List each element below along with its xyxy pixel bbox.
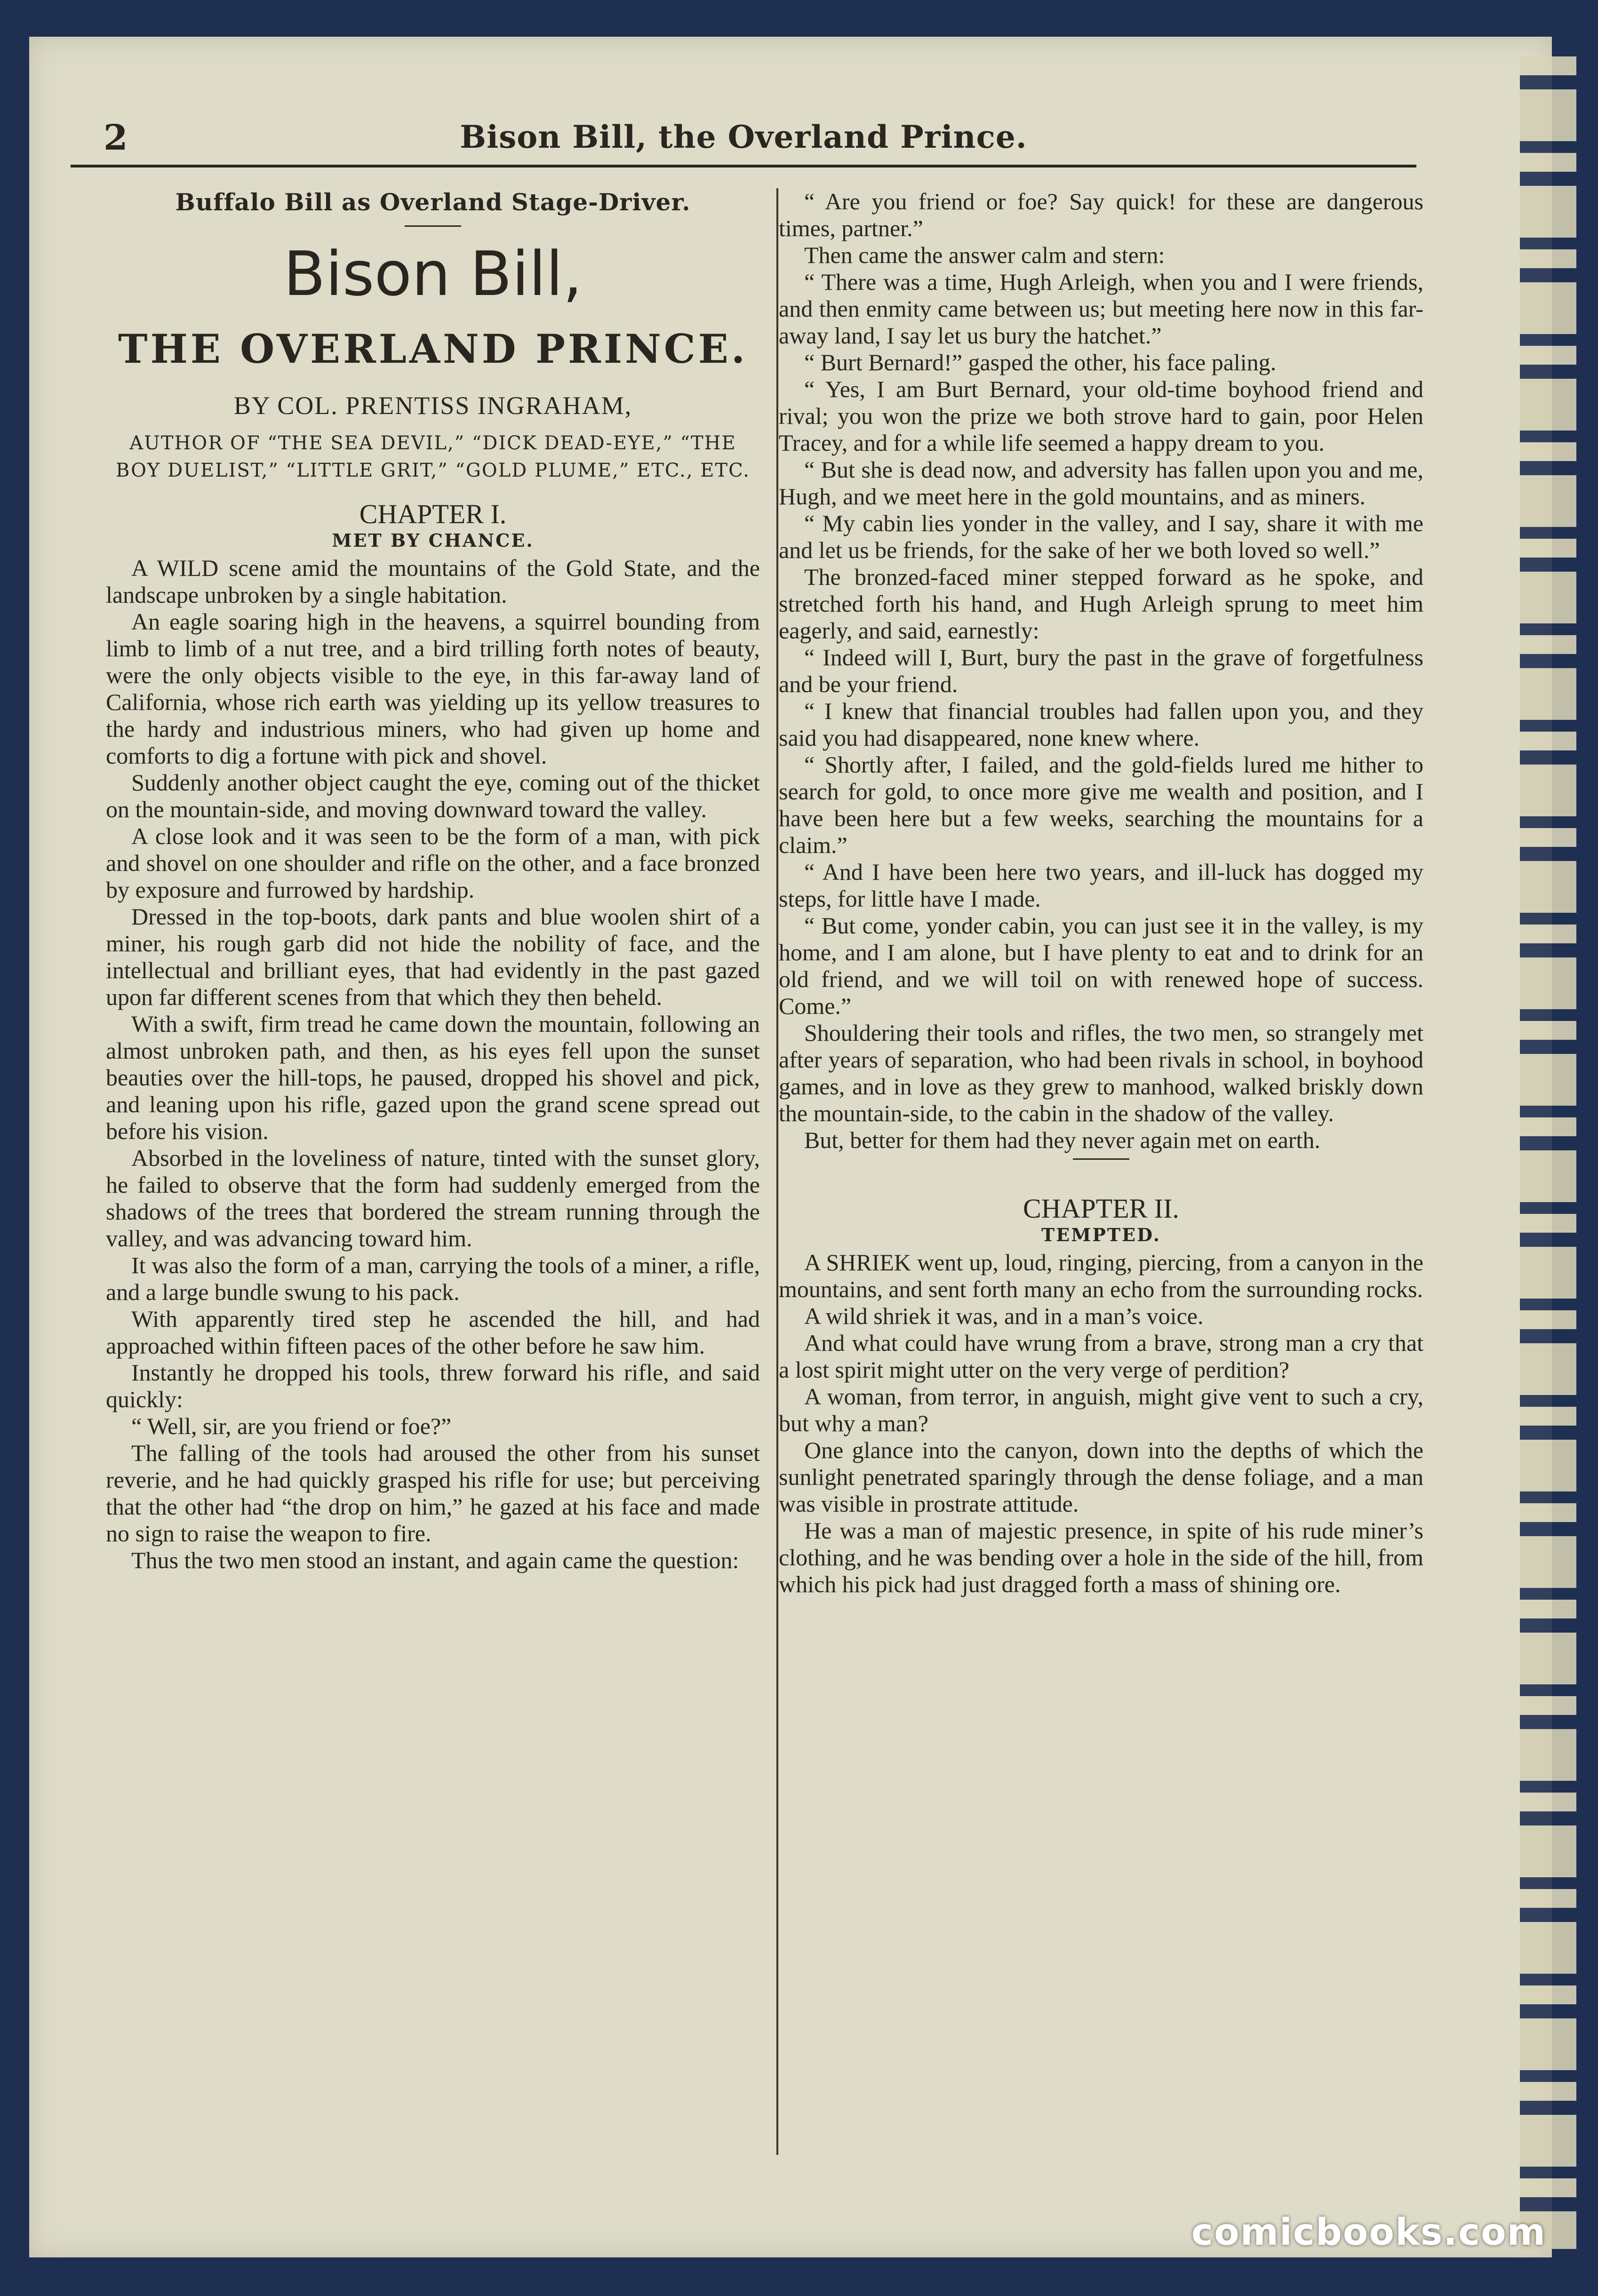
paragraph: A SHRIEK went up, loud, ringing, piercing, from a canyon in the mountains, and sent forth many an echo from the surrounding rocks. (779, 1249, 1423, 1302)
paragraph: “ My cabin lies yonder in the valley, and I say, share it with me and let us be friends, for the sake of her we both loved so well.” (779, 510, 1423, 563)
paragraph: “ Indeed will I, Burt, bury the past in the grave of forgetfulness and be your friend. (779, 644, 1423, 697)
right-column (779, 188, 1423, 1598)
paragraph: A woman, from terror, in anguish, might give vent to such a cry, but why a man? (779, 1383, 1423, 1436)
short-rule (1073, 1158, 1129, 1160)
story-title: Bison Bill, (283, 238, 583, 310)
paragraph: “ There was a time, Hugh Arleigh, when you and I were friends, and then enmity came between us; but meeting here now in this far-away land, I say let us bury the hatchet.” (779, 269, 1423, 349)
paragraph: Thus the two men stood an instant, and again came the question: (131, 1547, 739, 1573)
chapter-heading: CHAPTER II. (1023, 1193, 1179, 1224)
paragraph: Shouldering their tools and rifles, the two men, so strangely met after years of separation, who had been rivals in school, in boyhood games, and in love as they grew to manhood, walked briskly down the mountain-side, to the cabin in the shadow of the valley. (779, 1020, 1423, 1126)
paragraph: A close look and it was seen to be the form of a man, with pick and shovel on one shoulder and rifle on the other, and a face bronzed by exposure and furrowed by hardship. (106, 823, 760, 903)
paragraph: “ Burt Bernard!” gasped the other, his face paling. (804, 349, 1277, 375)
paragraph: “ Shortly after, I failed, and the gold-fields lured me hither to search for gold, to once more give me wealth and position, and I have been here but a few weeks, searching the mountains for a claim.” (779, 751, 1423, 858)
paragraph: “ Well, sir, are you friend or foe?” (131, 1413, 452, 1439)
running-head (71, 108, 1416, 167)
left-column (106, 188, 760, 1574)
short-rule (405, 225, 461, 227)
paragraph: It was also the form of a man, carrying the tools of a miner, a rifle, and a large bundle swung to his pack. (106, 1252, 760, 1305)
story-kicker: Buffalo Bill as Overland Stage-Driver. (175, 188, 691, 216)
chapter-heading: CHAPTER I. (359, 499, 507, 529)
paragraph: Instantly he dropped his tools, threw forward his rifle, and said quickly: (106, 1359, 760, 1412)
paragraph: “ But she is dead now, and adversity has fallen upon you and me, Hugh, and we meet here in the gold mountains, and as miners. (779, 456, 1423, 510)
paragraph: The bronzed-faced miner stepped forward as he spoke, and stretched forth his hand, and Hugh Arleigh sprung to meet him eagerly, and said, earnestly: (779, 564, 1423, 644)
chapter-subhead: MET BY CHANCE. (332, 530, 534, 551)
paragraph: “ And I have been here two years, and ill-luck has dogged my steps, for little have I made. (779, 859, 1423, 912)
paragraph: An eagle soaring high in the heavens, a squirrel bounding from limb to limb of a nut tree, and a bird trilling forth notes of beauty, were the only objects visible to the eye, in this far-away land of California, whose rich earth was yielding up its yellow treasures to the hardy and industrious miners, who had given up home and comforts to dig a fortune with pick and shovel. (106, 608, 760, 769)
column-divider (776, 188, 778, 2155)
paragraph: A wild shriek it was, and in a man’s voice. (804, 1303, 1204, 1329)
chapter-subhead: TEMPTED. (1041, 1224, 1161, 1245)
paragraph: And what could have wrung from a brave, strong man a cry that a lost spirit might utter on the very verge of perdition? (779, 1330, 1423, 1383)
paragraph: “ I knew that financial troubles had fallen upon you, and they said you had disappeared, none knew where. (779, 698, 1423, 751)
running-title: Bison Bill, the Overland Prince. (460, 119, 1027, 155)
paragraph: Then came the answer calm and stern: (804, 242, 1165, 268)
paragraph: The falling of the tools had aroused the other from his sunset reverie, and he had quickly grasped his rifle for use; but perceiving that the other had “the drop on him,” he gazed at his face and made no sign to raise the weapon to fire. (106, 1440, 760, 1547)
paragraph: A WILD scene amid the mountains of the Gold State, and the landscape unbroken by a single habitation. (106, 555, 760, 608)
byline: BY COL. PRENTISS INGRAHAM, (233, 391, 632, 420)
page-number: 2 (104, 118, 128, 158)
story-subtitle: THE OVERLAND PRINCE. (118, 326, 748, 372)
paragraph: Suddenly another object caught the eye, coming out of the thicket on the mountain-side, and moving downward toward the valley. (106, 769, 760, 822)
paragraph: But, better for them had they never again met on earth. (804, 1127, 1320, 1153)
site-watermark: comicbooks.com (1191, 2211, 1546, 2254)
paragraph: “ Are you friend or foe? Say quick! for these are dangerous times, partner.” (779, 188, 1423, 241)
paragraph: “ Yes, I am Burt Bernard, your old-time boyhood friend and rival; you won the prize we both strove hard to gain, poor Helen Tracey, and for a while life seemed a happy dream to you. (779, 376, 1423, 456)
paragraph: Absorbed in the loveliness of nature, tinted with the sunset glory, he failed to observe that the form had suddenly emerged from the shadows of the trees that bordered the stream running through the valley, and was advancing toward him. (106, 1145, 760, 1252)
paragraph: With apparently tired step he ascended the hill, and had approached within fifteen paces of the other before he saw him. (106, 1306, 760, 1359)
paragraph: “ But come, yonder cabin, you can just see it in the valley, is my home, and I am alone, but I have plenty to eat and to drink for an old friend, and we will toil on with renewed hope of success. Come.” (779, 912, 1423, 1019)
paragraph: With a swift, firm tread he came down the mountain, following an almost unbroken path, and then, as his eyes fell upon the sunset beauties over the hill-tops, he paused, dropped his shovel and pick, and leaning upon his rifle, gazed upon the grand scene spread out before his vision. (106, 1011, 760, 1144)
paragraph: Dressed in the top-boots, dark pants and blue woolen shirt of a miner, his rough garb did not hide the nobility of face, and the intellectual and brilliant eyes, that had evidently in the past gazed upon far different scenes from that which they then beheld. (106, 903, 760, 1010)
torn-page-edge (1520, 56, 1576, 2249)
author-credits: AUTHOR OF “THE SEA DEVIL,” “DICK DEAD-EYE,” “THE BOY DUELIST,” “LITTLE GRIT,” “GOLD PLUME,” ETC., ETC. (116, 432, 750, 481)
paragraph: He was a man of majestic presence, in spite of his rude miner’s clothing, and he was bending over a hole in the side of the hill, from which his pick had just dragged forth a mass of shining ore. (779, 1517, 1423, 1597)
paragraph: One glance into the canyon, down into the depths of which the sunlight penetrated sparingly through the dense foliage, and a man was visible in prostrate attitude. (779, 1437, 1423, 1517)
